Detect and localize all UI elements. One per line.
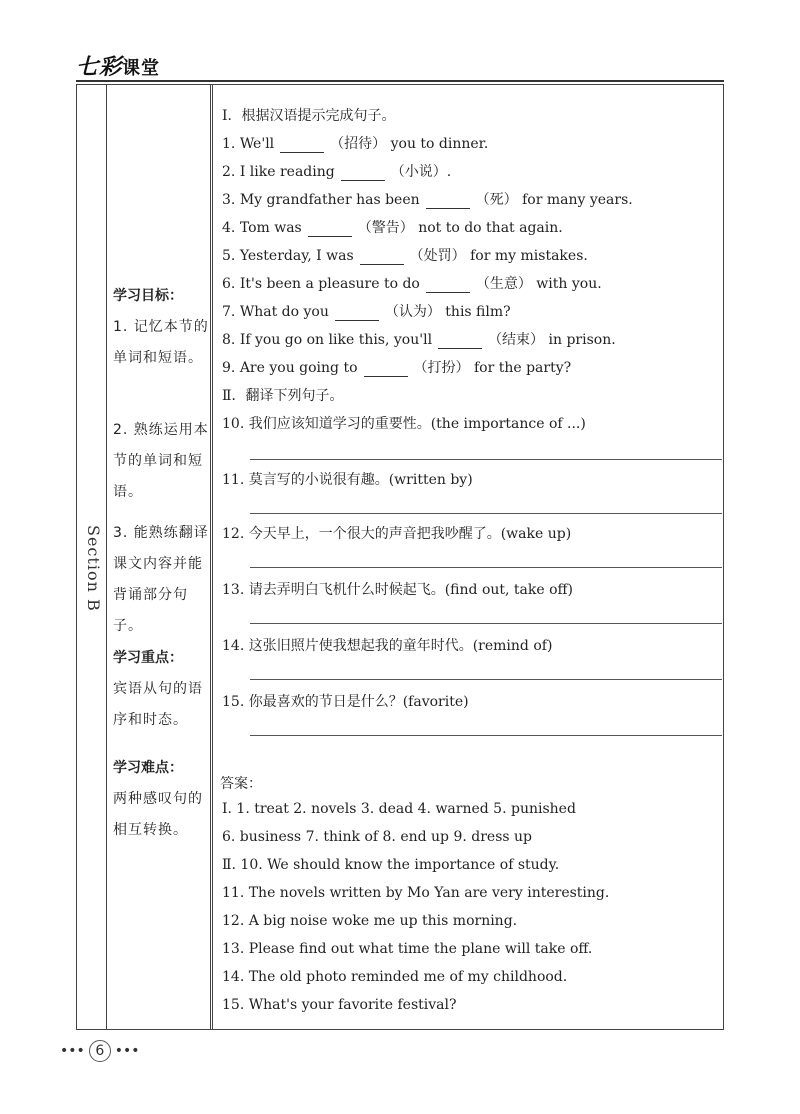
answer-blank[interactable] — [335, 306, 379, 321]
answer-line-text: 11. The novels written by Mo Yan are very interesting. — [222, 885, 610, 901]
objective-item: 2. 熟练运用本节的单词和短语。 — [113, 422, 209, 500]
objectives-heading: 学习目标： — [113, 288, 183, 304]
answer-blank[interactable] — [364, 362, 408, 377]
answer-line-text: Ⅱ. 10. We should know the importance of study. — [222, 857, 560, 873]
answer-blank[interactable] — [341, 166, 385, 181]
key-heading: 学习重点： — [113, 650, 183, 666]
header-rule — [76, 80, 724, 82]
answer-line-text: 12. A big noise woke me up this morning. — [222, 913, 518, 929]
objectives-column — [107, 85, 213, 1029]
exercise-item: 3. My grandfather has been （死） for many years. — [222, 192, 633, 208]
dots-left: ••• — [60, 1043, 85, 1059]
exercise-item: 9. Are you going to （打扮） for the party? — [222, 360, 572, 376]
answer-line[interactable] — [250, 459, 722, 460]
objective-item: 3. 能熟练翻译课文内容并能背诵部分句子。 — [113, 525, 209, 634]
logo-sub: 课堂 — [122, 58, 161, 79]
answer-blank[interactable] — [426, 278, 470, 293]
exercise-item: 8. If you go on like this, you'll （结束） in prison. — [222, 332, 616, 348]
dots-right: ••• — [114, 1043, 140, 1059]
exercise-item: 7. What do you （认为） this film? — [222, 304, 511, 320]
answer-line-text: 15. What's your favorite festival? — [222, 997, 457, 1013]
answer-line-text: Ⅰ. 1. treat 2. novels 3. dead 4. warned 5. punished — [222, 801, 576, 817]
page-number-badge: 6 — [89, 1040, 111, 1062]
logo-main: 七彩 — [76, 55, 123, 80]
answer-blank[interactable] — [426, 194, 470, 209]
page-number — [60, 1040, 140, 1062]
exercise-item: 5. Yesterday, I was （处罚） for my mistakes. — [222, 248, 588, 264]
translation-item: 13. 请去弄明白飞机什么时候起飞。(find out, take off) — [222, 582, 573, 598]
section-label: Section B — [84, 525, 103, 612]
answer-blank[interactable] — [280, 138, 324, 153]
answer-line[interactable] — [250, 567, 722, 568]
exercise-item: 1. We'll （招待） you to dinner. — [222, 136, 489, 152]
difficulty-heading: 学习难点： — [113, 760, 183, 776]
exercise-column — [216, 85, 723, 1029]
objective-item: 1. 记忆本节的单词和短语。 — [113, 319, 209, 366]
translation-item: 10. 我们应该知道学习的重要性。(the importance of ...) — [222, 416, 586, 432]
answer-line[interactable] — [250, 623, 722, 624]
exercise-item: 6. It's been a pleasure to do （生意） with you. — [222, 276, 602, 292]
answer-blank[interactable] — [360, 250, 404, 265]
answer-blank[interactable] — [438, 334, 482, 349]
difficulty-block — [113, 753, 209, 846]
part1-title: Ⅰ．根据汉语提示完成句子。 — [222, 108, 396, 124]
translation-item: 12. 今天早上，一个很大的声音把我吵醒了。(wake up) — [222, 526, 572, 542]
difficulty-text: 两种感叹句的相互转换。 — [113, 791, 203, 838]
translation-item: 14. 这张旧照片使我想起我的童年时代。(remind of) — [222, 638, 553, 654]
brand-logo — [76, 50, 160, 81]
answer-line[interactable] — [250, 735, 722, 736]
worksheet-table — [76, 84, 724, 1030]
answer-line-text: 13. Please find out what time the plane will take off. — [222, 941, 593, 957]
objectives-block — [113, 281, 209, 634]
exercise-item: 4. Tom was （警告） not to do that again. — [222, 220, 563, 236]
key-points-block — [113, 643, 209, 736]
translation-item: 11. 莫言写的小说很有趣。(written by) — [222, 472, 473, 488]
answer-line[interactable] — [250, 513, 722, 514]
answer-line[interactable] — [250, 679, 722, 680]
answer-line-text: 6. business 7. think of 8. end up 9. dress up — [222, 829, 533, 845]
exercise-item: 2. I like reading （小说）. — [222, 164, 452, 180]
translation-item: 15. 你最喜欢的节日是什么？(favorite) — [222, 694, 469, 710]
section-column — [77, 85, 107, 1029]
key-text: 宾语从句的语序和时态。 — [113, 681, 203, 728]
answers-heading: 答案： — [220, 776, 262, 792]
part2-title: Ⅱ．翻译下列句子。 — [222, 388, 344, 404]
answer-blank[interactable] — [308, 222, 352, 237]
answer-line-text: 14. The old photo reminded me of my childhood. — [222, 969, 568, 985]
